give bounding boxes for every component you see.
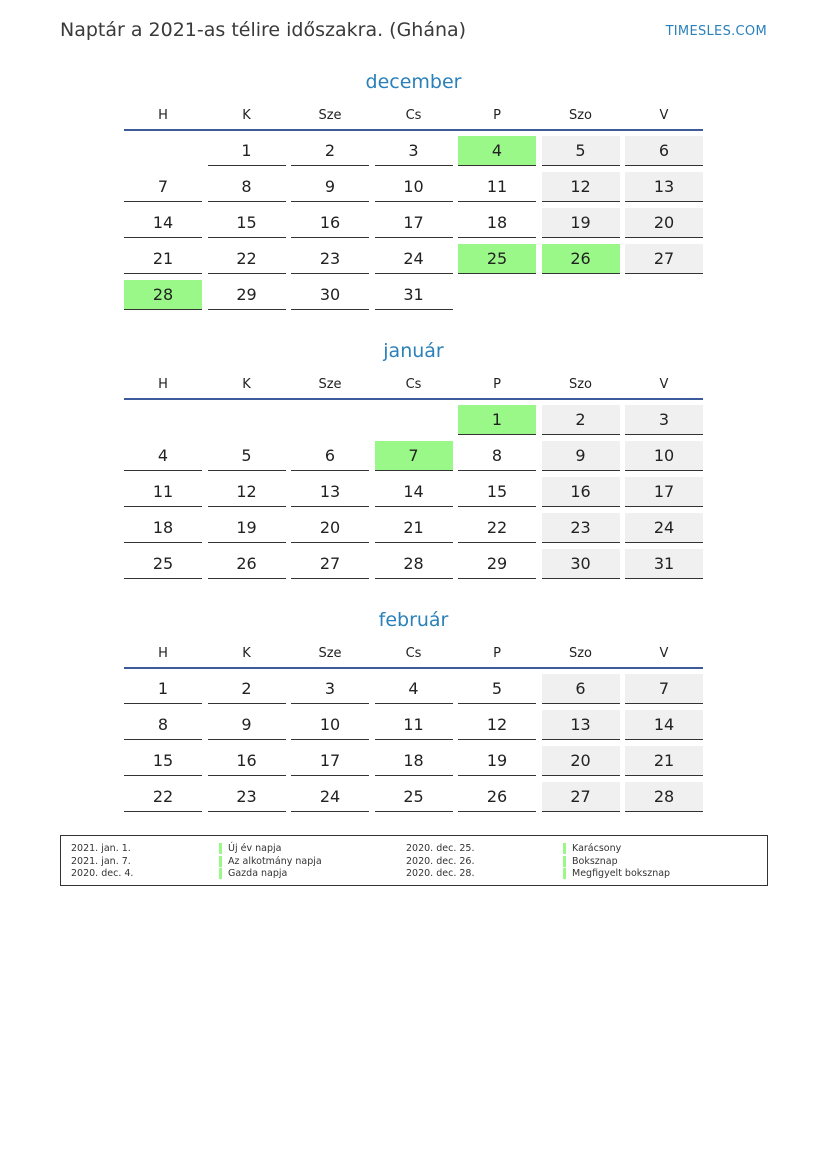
day-cell: 16 (208, 746, 286, 776)
day-cell: 13 (625, 172, 703, 202)
day-cell: 9 (291, 172, 369, 202)
day-cell: 31 (625, 549, 703, 579)
weekday-label: H (158, 377, 168, 392)
day-cell: 18 (458, 208, 536, 238)
holiday-day-cell: 7 (375, 441, 453, 471)
weekday-header (124, 363, 703, 399)
day-cell: 26 (458, 782, 536, 812)
day-cell: 10 (291, 710, 369, 740)
legend-holiday-name: Az alkotmány napja (219, 856, 322, 867)
legend-date: 2020. dec. 28. (406, 868, 475, 879)
weekday-label: K (242, 377, 251, 392)
day-cell: 3 (291, 674, 369, 704)
legend-holiday-name: Megfigyelt boksznap (563, 868, 670, 879)
weekday-label: V (659, 108, 669, 123)
day-cell: 19 (458, 746, 536, 776)
day-cell: 7 (124, 172, 202, 202)
month-december (124, 70, 703, 304)
day-cell: 6 (625, 136, 703, 166)
legend-holiday-name: Gazda napja (219, 868, 287, 879)
legend-date: 2021. jan. 7. (71, 855, 131, 867)
day-cell: 30 (542, 549, 620, 579)
weekday-label: Szo (568, 646, 593, 661)
day-cell: 6 (542, 674, 620, 704)
day-cell: 12 (458, 710, 536, 740)
weekday-label: Sze (318, 646, 342, 661)
day-cell: 18 (375, 746, 453, 776)
day-cell: 5 (458, 674, 536, 704)
day-cell: 25 (124, 549, 202, 579)
day-cell: 13 (542, 710, 620, 740)
month-title: január (383, 340, 444, 362)
day-cell: 8 (208, 172, 286, 202)
day-cell: 4 (375, 674, 453, 704)
day-cell: 12 (208, 477, 286, 507)
day-cell: 23 (291, 244, 369, 274)
day-cell: 17 (625, 477, 703, 507)
day-cell: 15 (124, 746, 202, 776)
holiday-day-cell: 4 (458, 136, 536, 166)
day-cell: 6 (291, 441, 369, 471)
day-cell: 18 (124, 513, 202, 543)
day-cell: 2 (208, 674, 286, 704)
day-cell: 19 (542, 208, 620, 238)
month-title: február (378, 609, 449, 631)
weekday-header (124, 632, 703, 668)
month-január (124, 339, 703, 573)
legend-date: 2021. jan. 1. (71, 843, 131, 854)
day-cell: 23 (542, 513, 620, 543)
day-cell: 31 (375, 280, 453, 310)
header-divider (124, 129, 703, 131)
weekday-label: V (659, 646, 669, 661)
weekday-label: Sze (318, 377, 342, 392)
header-divider (124, 398, 703, 400)
holiday-day-cell: 1 (458, 405, 536, 435)
weekday-label: Cs (405, 377, 422, 392)
holiday-day-cell: 25 (458, 244, 536, 274)
day-cell: 16 (542, 477, 620, 507)
day-cell: 15 (208, 208, 286, 238)
weekday-label: P (493, 377, 501, 392)
day-cell: 8 (124, 710, 202, 740)
day-cell: 19 (208, 513, 286, 543)
weekday-label: Cs (405, 646, 422, 661)
day-cell: 11 (375, 710, 453, 740)
day-cell: 17 (291, 746, 369, 776)
day-cell: 27 (542, 782, 620, 812)
weekday-label: K (242, 646, 251, 661)
weekday-label: H (158, 646, 168, 661)
weekday-label: Cs (405, 108, 422, 123)
day-cell: 28 (625, 782, 703, 812)
day-cell: 20 (542, 746, 620, 776)
day-cell: 10 (625, 441, 703, 471)
legend-holiday-name: Boksznap (563, 856, 618, 867)
day-cell: 5 (208, 441, 286, 471)
day-cell: 9 (208, 710, 286, 740)
day-cell: 30 (291, 280, 369, 310)
month-február (124, 608, 703, 806)
day-cell: 20 (291, 513, 369, 543)
day-cell: 3 (625, 405, 703, 435)
day-cell: 2 (542, 405, 620, 435)
day-cell: 14 (625, 710, 703, 740)
day-cell: 5 (542, 136, 620, 166)
weekday-label: V (659, 377, 669, 392)
holiday-day-cell: 26 (542, 244, 620, 274)
day-cell: 1 (124, 674, 202, 704)
header-divider (124, 667, 703, 669)
day-cell: 15 (458, 477, 536, 507)
day-cell: 21 (375, 513, 453, 543)
day-cell: 24 (375, 244, 453, 274)
day-cell: 1 (208, 136, 286, 166)
weekday-label: Szo (568, 108, 593, 123)
day-cell: 21 (625, 746, 703, 776)
day-cell: 3 (375, 136, 453, 166)
day-cell: 26 (208, 549, 286, 579)
day-cell: 22 (458, 513, 536, 543)
day-cell: 25 (375, 782, 453, 812)
day-cell: 27 (625, 244, 703, 274)
day-cell: 9 (542, 441, 620, 471)
legend-date: 2020. dec. 4. (71, 868, 134, 879)
day-cell: 23 (208, 782, 286, 812)
weekday-label: P (493, 646, 501, 661)
day-cell: 10 (375, 172, 453, 202)
day-cell: 21 (124, 244, 202, 274)
day-cell: 22 (208, 244, 286, 274)
day-cell: 22 (124, 782, 202, 812)
page-title: Naptár a 2021-as télire időszakra. (Ghána) (60, 19, 467, 41)
day-cell: 2 (291, 136, 369, 166)
legend-holiday-name: Új év napja (219, 843, 281, 854)
day-cell: 17 (375, 208, 453, 238)
weekday-label: Szo (568, 377, 593, 392)
brand-logo[interactable]: TIMESLES.COM (665, 24, 767, 39)
weekday-header (124, 94, 703, 130)
day-cell: 8 (458, 441, 536, 471)
day-cell: 16 (291, 208, 369, 238)
weekday-label: P (493, 108, 501, 123)
day-cell: 29 (208, 280, 286, 310)
day-cell: 12 (542, 172, 620, 202)
weekday-label: H (158, 108, 168, 123)
day-cell: 11 (124, 477, 202, 507)
holiday-legend (60, 835, 768, 886)
day-cell: 29 (458, 549, 536, 579)
legend-holiday-name: Karácsony (563, 843, 621, 854)
legend-date: 2020. dec. 25. (406, 843, 475, 854)
day-cell: 28 (375, 549, 453, 579)
day-cell: 7 (625, 674, 703, 704)
weekday-label: Sze (318, 108, 342, 123)
day-cell: 14 (124, 208, 202, 238)
day-cell: 11 (458, 172, 536, 202)
holiday-day-cell: 28 (124, 280, 202, 310)
day-cell: 24 (291, 782, 369, 812)
day-cell: 4 (124, 441, 202, 471)
day-cell: 24 (625, 513, 703, 543)
day-cell: 13 (291, 477, 369, 507)
day-cell: 14 (375, 477, 453, 507)
month-title: december (365, 71, 462, 93)
day-cell: 27 (291, 549, 369, 579)
legend-date: 2020. dec. 26. (406, 855, 475, 867)
weekday-label: K (242, 108, 251, 123)
day-cell: 20 (625, 208, 703, 238)
